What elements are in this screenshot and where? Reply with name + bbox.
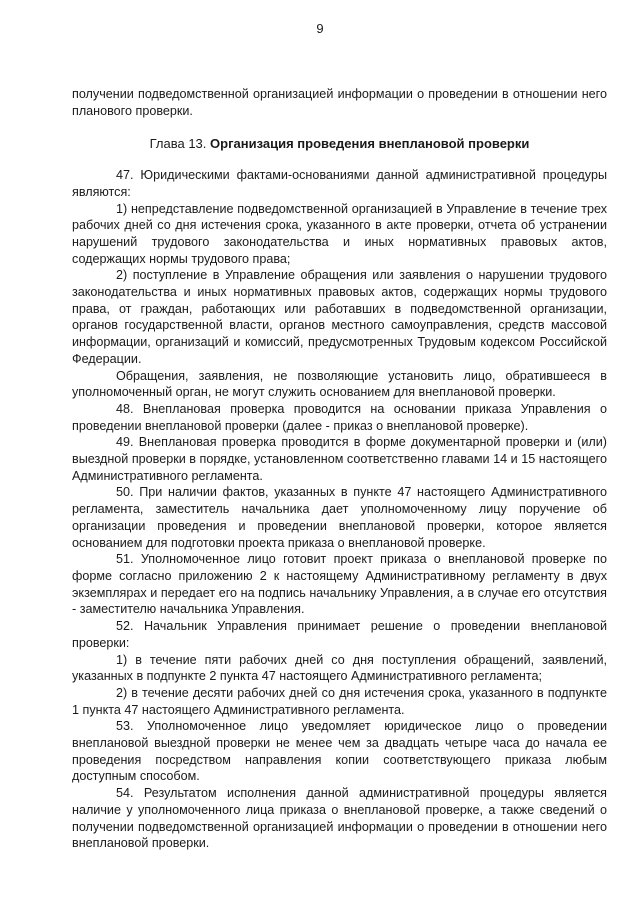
chapter-prefix: Глава 13. (149, 136, 207, 152)
page-number: 9 (316, 21, 324, 36)
paragraph-48: 48. Внеплановая проверка проводится на основании приказа Управления о проведении внеплановой проверки (далее - приказ о внеплановой проверке). (72, 401, 607, 433)
paragraph-52: 52. Начальник Управления принимает решение о проведении внеплановой проверки: (72, 619, 607, 650)
paragraph-47: 47. Юридическими фактами-основаниями данной административной процедуры являются: (72, 168, 607, 199)
paragraph-51: 51. Уполномоченное лицо готовит проект приказа о внеплановой проверке по форме согласно приложению 2 к настоящему Административному регламенту в двух экземплярах и передает его на подпись начальнику Управления, а в случае его отсутствия - заместителю начальника Управления. (72, 552, 607, 617)
chapter-heading (72, 136, 607, 153)
paragraph-52-item-2: 2) в течение десяти рабочих дней со дня истечения срока, указанного в подпункте 1 пункта 47 настоящего Административного регламента. (72, 685, 607, 717)
document-body (72, 86, 607, 852)
paragraph-52-item-1: 1) в течение пяти рабочих дней со дня поступления обращений, заявлений, указанных в подпункте 2 пункта 47 настоящего Административного регламента; (72, 652, 607, 684)
paragraph-54: 54. Результатом исполнения данной административной процедуры является наличие у уполномоченного лица приказа о внеплановой проверке, а также сведений о получении подведомственной организацией информации о проведении в отношении него внеплановой проверки. (72, 786, 607, 851)
paragraph-anonymous-appeals: Обращения, заявления, не позволяющие установить лицо, обратившееся в уполномоченный орган, не могут служить основанием для внеплановой проверки. (72, 368, 607, 400)
paragraph-47-item-1: 1) непредставление подведомственной организацией в Управление в течение трех рабочих дней со дня истечения срока, указанного в акте проверки, отчета об устранении нарушений трудового законодательства и иных нормативных правовых актов, содержащих нормы трудового права; (72, 201, 607, 266)
chapter-title: Организация проведения внеплановой проверки (210, 136, 530, 152)
paragraph-47-item-2: 2) поступление в Управление обращения или заявления о нарушении трудового законодательства и иных нормативных правовых актов, содержащих нормы трудового права, от граждан, работающих или работавших в подведомственной организации, органов государственной власти, органов местного самоуправления, средств массовой информации, организаций и комиссий, предусмотренных Трудовым кодексом Российской Федерации. (72, 268, 607, 366)
paragraph-49: 49. Внеплановая проверка проводится в форме документарной проверки и (или) выездной проверки в порядке, установленном соответственно главами 14 и 15 настоящего Административного регламента. (72, 435, 607, 483)
paragraph-50: 50. При наличии фактов, указанных в пункте 47 настоящего Административного регламента, заместитель начальника дает уполномоченному лицу поручение об организации проведения и проведении внеплановой проверки, которое является основанием для подготовки проекта приказа о внеплановой проверке. (72, 485, 607, 550)
intro-paragraph: получении подведомственной организацией информации о проведении в отношении него планового проверки. (72, 87, 607, 118)
paragraph-53: 53. Уполномоченное лицо уведомляет юридическое лицо о проведении внеплановой выездной проверки не менее чем за двадцать четыре часа до начала ее проведения посредством направления копии соответствующего приказа любым доступным способом. (72, 719, 607, 784)
